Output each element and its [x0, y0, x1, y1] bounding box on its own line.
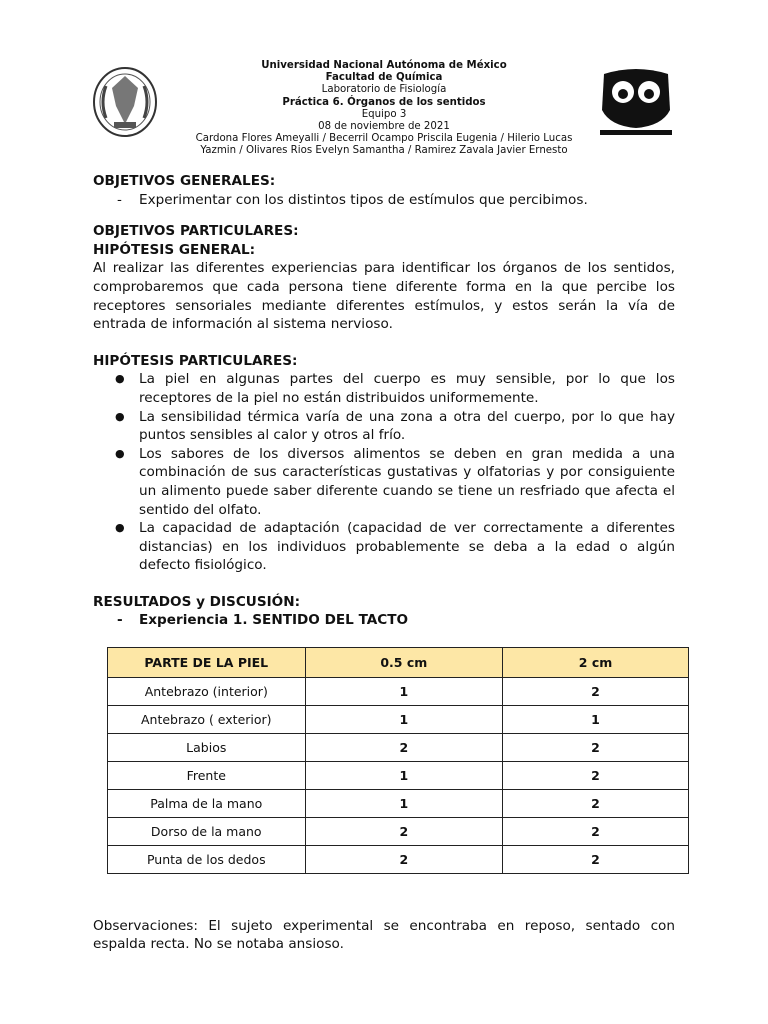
column-header-2cm: 2 cm [503, 648, 689, 678]
list-item-text: Los sabores de los diversos alimentos se deben en gran medida a una combinación de sus características gustativas y olfatorias y por consiguiente un alimento puede saber diferente cuando se tiene un resfriado que afecta el sentido del olfato. [139, 445, 675, 518]
dash-marker: - [117, 612, 123, 629]
particular-hypotheses-list [93, 370, 675, 575]
value-cell: 2 [503, 818, 689, 846]
skin-part-cell: Antebrazo ( exterior) [108, 706, 306, 734]
particular-hypotheses-heading: HIPÓTESIS PARTICULARES: [93, 352, 298, 369]
value-cell: 2 [503, 790, 689, 818]
document-body [93, 172, 675, 630]
value-cell: 2 [305, 846, 503, 874]
value-cell: 1 [305, 790, 503, 818]
faculty-name: Facultad de Química [325, 72, 443, 84]
table-row [108, 734, 689, 762]
authors-line-2: Yazmin / Olivares Rios Evelyn Samantha / Ramirez Zavala Javier Ernesto [200, 145, 568, 157]
skin-part-cell: Dorso de la mano [108, 818, 306, 846]
general-hypothesis-text: Al realizar las diferentes experiencias para identificar los órganos de los sentidos, comprobaremos que cada persona tiene diferente forma en la que percibe los receptores sensoriales mediante diferentes estímulos, y estos serán la vía de entrada de información al sistema nervioso. [93, 260, 675, 333]
value-cell: 1 [305, 706, 503, 734]
lab-name: Laboratorio de Fisiología [321, 84, 447, 96]
list-item [93, 408, 675, 445]
skin-part-cell: Palma de la mano [108, 790, 306, 818]
general-objectives-heading: OBJETIVOS GENERALES: [93, 173, 276, 189]
bullet-marker: ● [115, 372, 125, 386]
value-cell: 1 [305, 678, 503, 706]
university-name: Universidad Nacional Autónoma de México [261, 60, 507, 71]
experiment-heading [93, 611, 675, 630]
table-row [108, 818, 689, 846]
bullet-marker: ● [115, 409, 125, 423]
value-cell: 2 [503, 762, 689, 790]
authors-line-1: Cardona Flores Ameyalli / Becerril Ocampo Priscila Eugenia / Hilerio Lucas [195, 133, 573, 145]
table-row [108, 706, 689, 734]
skin-part-cell: Labios [108, 734, 306, 762]
document-header [0, 60, 768, 158]
bullet-marker: ● [115, 521, 125, 535]
experiment-title: Experiencia 1. SENTIDO DEL TACTO [139, 612, 409, 629]
skin-part-cell: Antebrazo (interior) [108, 678, 306, 706]
particular-objectives-heading: OBJETIVOS PARTICULARES: [93, 223, 299, 240]
list-item-text: La sensibilidad térmica varía de una zona a otra del cuerpo, por lo que hay puntos sensibles al calor y otros al frío. [139, 408, 675, 444]
list-item [93, 519, 675, 575]
value-cell: 2 [305, 818, 503, 846]
bullet-marker: ● [115, 446, 125, 460]
general-objective-text: Experimentar con los distintos tipos de estímulos que percibimos. [139, 191, 588, 208]
column-header-0-5cm: 0.5 cm [305, 648, 503, 678]
team-name: Equipo 3 [361, 108, 407, 120]
touch-results-table [107, 647, 689, 874]
table-row [108, 846, 689, 874]
table-row [108, 790, 689, 818]
skin-part-cell: Punta de los dedos [108, 846, 306, 874]
general-objective-item [93, 191, 675, 210]
value-cell: 1 [305, 762, 503, 790]
table-row [108, 762, 689, 790]
observations-text: Observaciones: El sujeto experimental se encontraba en reposo, sentado con espalda recta. No se notaba ansioso. [93, 917, 675, 953]
dash-marker: - [117, 191, 122, 208]
results-heading: RESULTADOS y DISCUSIÓN: [93, 593, 301, 610]
list-item [93, 445, 675, 519]
value-cell: 2 [503, 846, 689, 874]
table-header-row [108, 648, 689, 678]
skin-part-cell: Frente [108, 762, 306, 790]
practice-title: Práctica 6. Órganos de los sentidos [282, 96, 486, 108]
table-row [108, 678, 689, 706]
list-item-text: La capacidad de adaptación (capacidad de ver correctamente a diferentes distancias) en los individuos probablemente se deba a la edad o algún defecto fisiológico. [139, 520, 675, 574]
list-item [93, 370, 675, 407]
document-date: 08 de noviembre de 2021 [318, 121, 450, 133]
value-cell: 1 [503, 706, 689, 734]
value-cell: 2 [503, 678, 689, 706]
column-header-skin-part: PARTE DE LA PIEL [108, 648, 306, 678]
value-cell: 2 [503, 734, 689, 762]
list-item-text: La piel en algunas partes del cuerpo es muy sensible, por lo que los receptores de la piel no están distribuidos uniformemente. [139, 371, 675, 406]
value-cell: 2 [305, 734, 503, 762]
general-hypothesis-heading: HIPÓTESIS GENERAL: [93, 241, 256, 258]
